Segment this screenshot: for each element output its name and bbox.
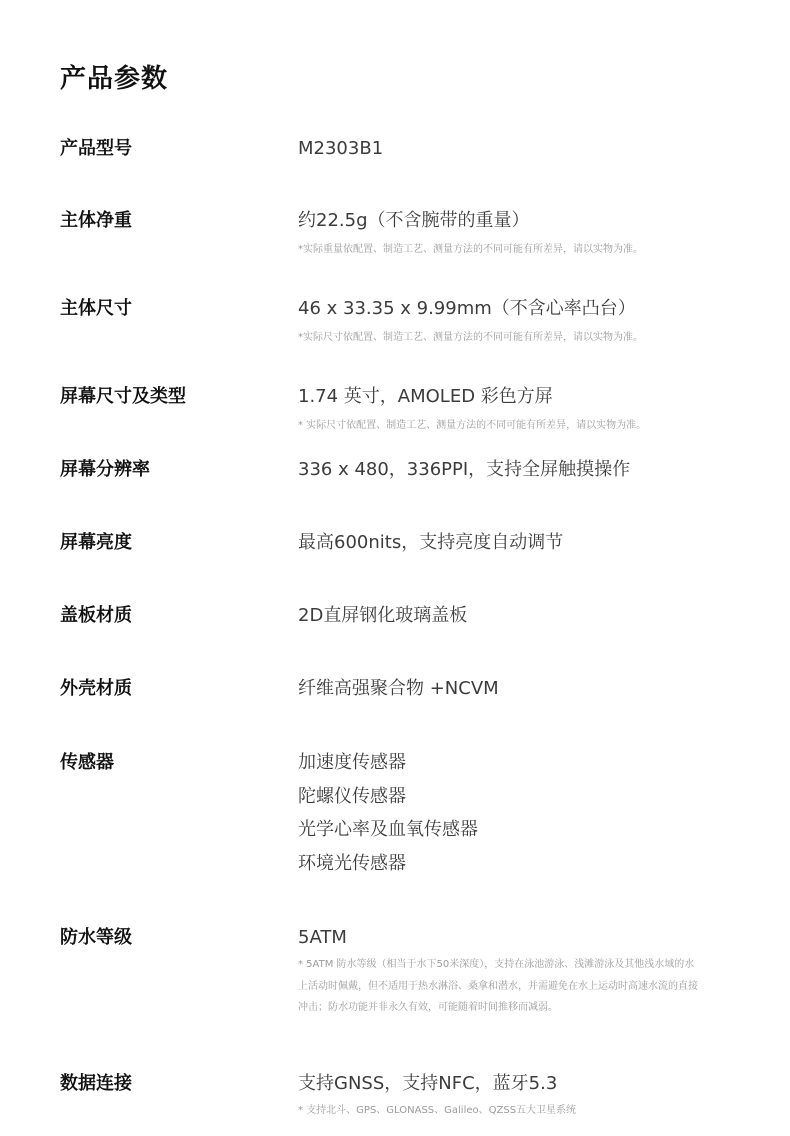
sensor-item: 光学心率及血氧传感器 [298,819,478,840]
spec-value-model: M2303B1 [298,138,384,159]
spec-label-sensors: 传感器 [60,752,114,773]
spec-label-brightness: 屏幕亮度 [60,532,132,553]
spec-value-resolution: 336 x 480，336PPI，支持全屏触摸操作 [298,459,631,480]
spec-label-water-resistance: 防水等级 [60,927,132,948]
spec-label-case-material: 外壳材质 [60,678,132,699]
spec-label-resolution: 屏幕分辨率 [60,459,150,480]
spec-label-model: 产品型号 [60,138,132,159]
spec-label-weight: 主体净重 [60,210,132,231]
spec-value-sensors [298,751,478,885]
sensor-item: 环境光传感器 [298,852,406,874]
spec-note-weight: *实际重量依配置、制造工艺、测量方法的不同可能有所差异，请以实物为准。 [298,244,643,255]
spec-value-brightness: 最高600nits，支持亮度自动调节 [298,532,564,553]
spec-note-water-resistance: * 5ATM 防水等级（相当于水下50米深度），支持在泳池游泳、浅滩游泳及其他浅水域的水上活动时佩戴，但不适用于热水淋浴、桑拿和潜水，并需避免在水上运动时高速水流的直接冲击；防水功能并非永久有效，可能随着时间推移而减弱。 [298,959,698,1013]
sensor-item: 陀螺仪传感器 [298,785,406,807]
spec-label-cover-material: 盖板材质 [60,605,132,626]
page-title: 产品参数 [60,64,169,94]
spec-value-dimensions: 46 x 33.35 x 9.99mm（不含心率凸台） [298,298,636,319]
spec-value-cover-material: 2D直屏钢化玻璃盖板 [298,605,468,626]
spec-note-screen-type: * 实际尺寸依配置、制造工艺、测量方法的不同可能有所差异，请以实物为准。 [298,420,647,431]
spec-label-screen-type: 屏幕尺寸及类型 [60,386,186,407]
spec-value-screen-type: 1.74 英寸，AMOLED 彩色方屏 [298,386,553,407]
spec-label-dimensions: 主体尺寸 [60,298,132,319]
spec-value-connectivity: 支持GNSS，支持NFC，蓝牙5.3 [298,1073,558,1094]
sensor-item: 加速度传感器 [298,752,406,773]
spec-note-connectivity: * 支持北斗、GPS、GLONASS、Galileo、QZSS五大卫星系统 [298,1105,577,1116]
spec-value-case-material: 纤维高强聚合物 +NCVM [298,678,499,699]
spec-value-weight: 约22.5g（不含腕带的重量） [298,210,530,231]
spec-label-connectivity: 数据连接 [60,1073,132,1094]
spec-value-water-resistance: 5ATM [298,927,347,948]
spec-note-dimensions: *实际尺寸依配置、制造工艺、测量方法的不同可能有所差异，请以实物为准。 [298,332,643,343]
